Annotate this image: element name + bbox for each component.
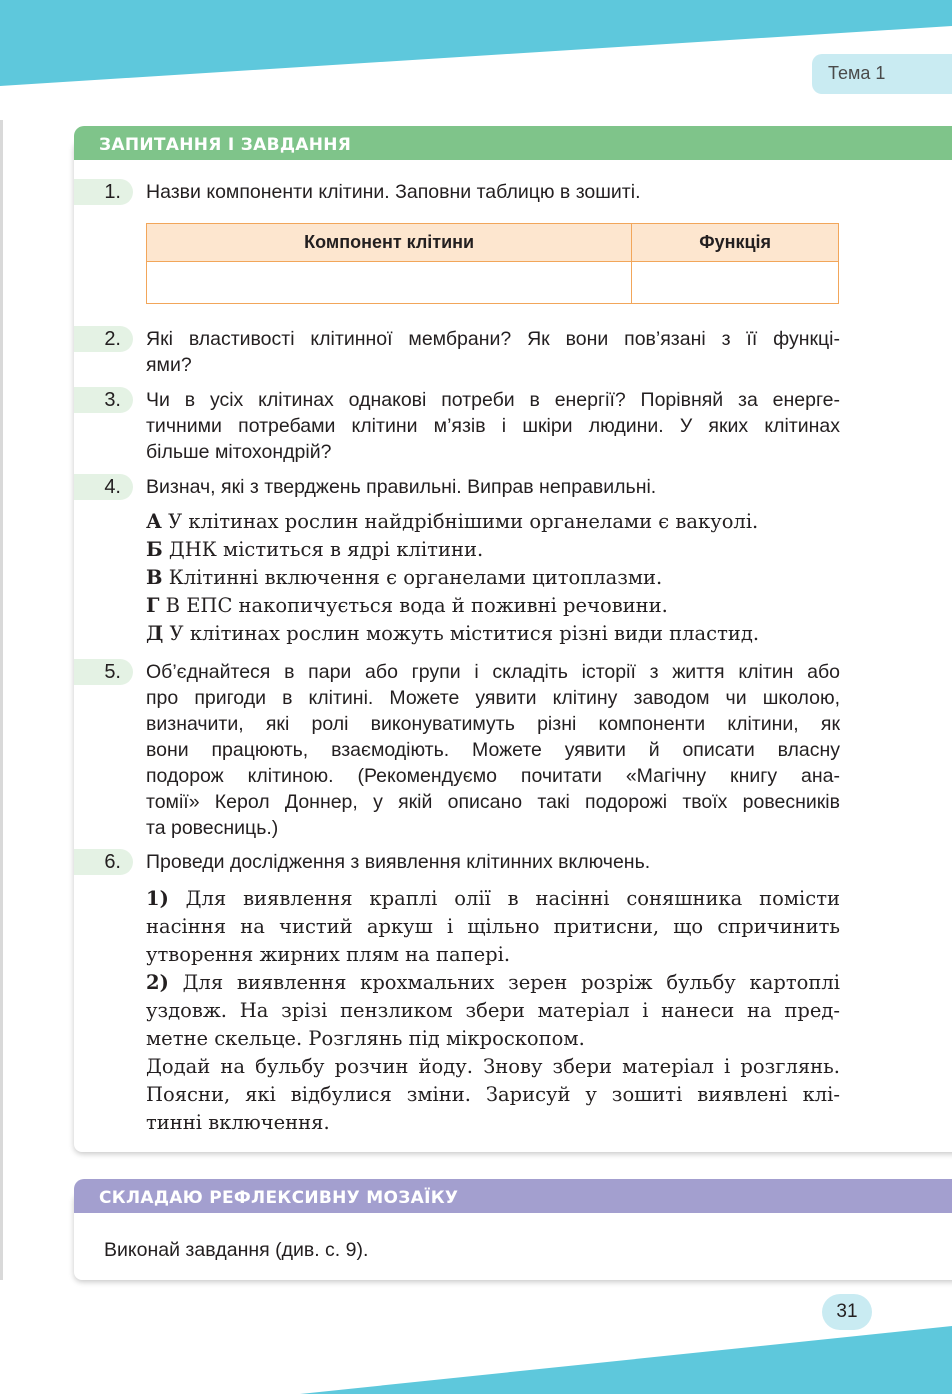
step-1-label: 1) [146,887,169,910]
reflection-text: Виконай завдання (див. с. 9). [104,1239,369,1261]
statement-item: В Клітинні включення є органелами цитоплазми. [146,566,663,589]
question-6-text: Проведи дослідження з виявлення клітинних включень. [146,851,651,873]
question-number: 4. [74,474,133,500]
question-3-text: Чи в усіх клітинах однакові потреби в енергії? Порівняй за енерге- тичними потребами клітини м’язів і шкіри людини. У яких клітинах більше мітохондрій? [146,389,840,463]
question-2-text: Які властивості клітинної мембрани? Як вони пов’язані з її функці- ями? [146,328,840,376]
investigation-steps: 1) Для виявлення краплі олії в насінні соняшника помісти насіння на чистий аркуш і щільно притисни, що спричинить утворення жирних плям на папері. 2) Для виявлення крохмальних зерен розріж бульбу картоплі уздовж. На зрізі пензликом збери матеріал і нанеси на пред- метне скельце. Розглянь під мікроскопом. Додай на бульбу розчин йоду. Знову збери матеріал і розглянь. Поясни, які відбулися зміни. Зарисуй у зошиті виявлені клі- тинні включення. [146,887,841,1134]
question-4-text: Визнач, які з тверджень правильні. Виправ неправильні. [146,476,657,498]
question-number: 5. [74,659,133,685]
page-number: 31 [822,1294,872,1330]
question-number: 1. [74,179,133,205]
table-header-function: Функція [632,224,839,262]
table-cell-empty [632,262,839,304]
topic-tab: Тема 1 [812,54,952,94]
question-5-text: Об’єднайтеся в пари або групи і складіть історії з життя клітин або про пригоди в клітині. Можете уявити клітину заводом чи школою, визначити, які ролі виконуватимуть різні компоненти клітини, як вони працюють, взаємодіють. Можете уявити й описати власну подорож клітиною. (Рекомендуємо почитати «Магічну книгу ана- томії» Керол Доннер, у якій описано такі подорожі твоїх ровесників та ровесниць.) [146,661,840,839]
question-number: 2. [74,326,133,352]
step-2-line: 2) Для виявлення крохмальних зерен розріж бульбу картоплі [146,971,841,994]
question-number: 3. [74,387,133,413]
statement-item: Б ДНК міститься в ядрі клітини. [146,538,484,561]
table-cell-empty [147,262,632,304]
bottom-decorative-band [0,1304,952,1394]
question-number: 6. [74,849,133,875]
step-2-label: 2) [146,971,169,994]
question-1-text: Назви компоненти клітини. Заповни таблицю в зошиті. [146,181,641,203]
questions-header: ЗАПИТАННЯ І ЗАВДАННЯ [74,126,952,160]
left-page-edge [0,120,3,1280]
table-header-component: Компонент клітини [147,224,632,262]
top-decorative-band [0,0,952,90]
reflection-header: СКЛАДАЮ РЕФЛЕКСИВНУ МОЗАЇКУ [74,1179,952,1213]
statements-list [146,508,840,648]
statement-item: А У клітинах рослин найдрібнішими органелами є вакуолі. [146,510,759,533]
statement-item: Г В ЕПС накопичується вода й поживні речовини. [146,594,668,617]
statement-item: Д У клітинах рослин можуть міститися різні види пластид. [146,622,760,645]
components-table [146,223,839,304]
step-1-line: 1) Для виявлення краплі олії в насінні соняшника помісти [146,887,840,910]
